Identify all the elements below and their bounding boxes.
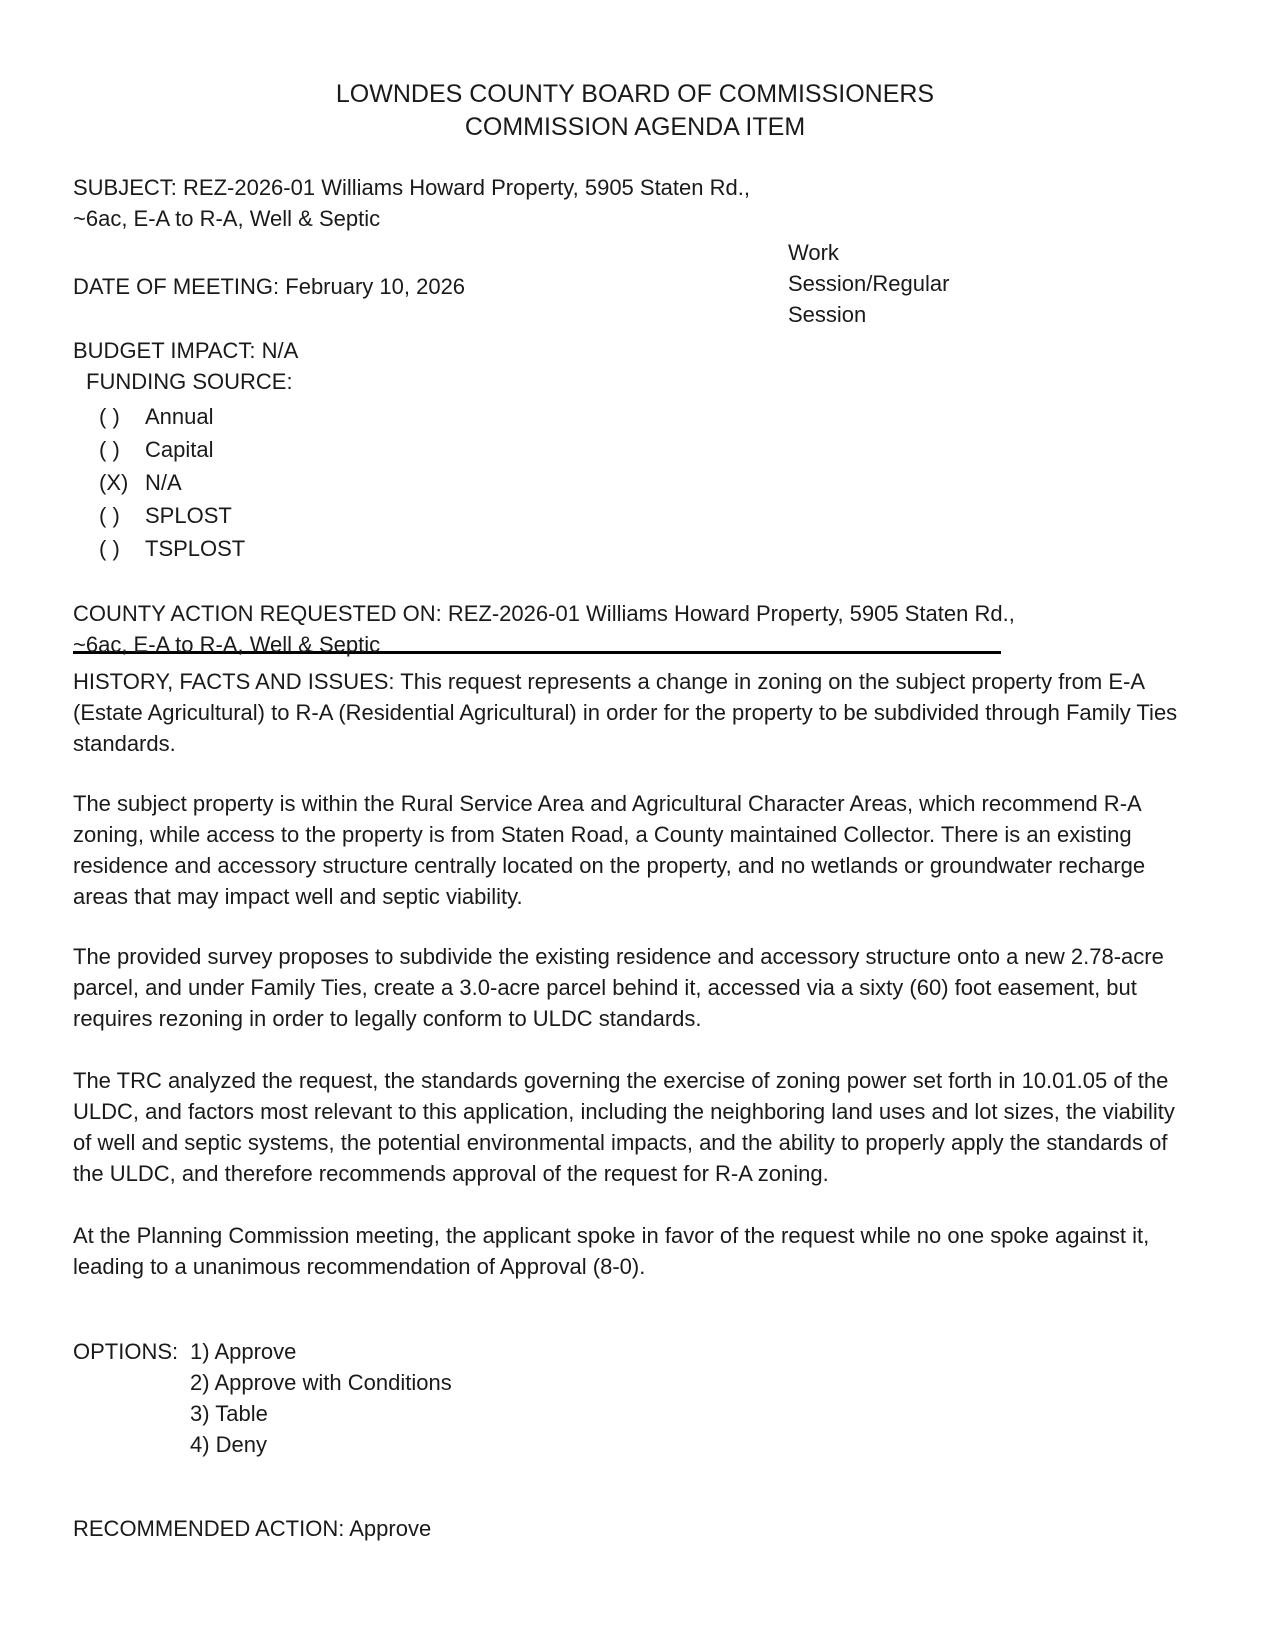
funding-option-annual (99, 400, 1197, 433)
budget-impact: BUDGET IMPACT: N/A (73, 338, 299, 363)
budget-funding-section (73, 335, 1197, 397)
funding-source-label: FUNDING SOURCE: (86, 369, 293, 394)
options-label: OPTIONS: (73, 1339, 179, 1364)
paragraph-subject-property: The subject property is within the Rural Service Area and Agricultural Character Areas, which recommend R-A zoning, while access to the property is from Staten Road, a County maintained Collector. There is an existing residence and accessory structure centrally located on the property, and no wetlands or groundwater recharge areas that may impact well and septic viability. (73, 791, 1146, 909)
document-title-line1: LOWNDES COUNTY BOARD OF COMMISSIONERS (335, 80, 935, 108)
checkbox-capital: ( ) (99, 437, 120, 462)
paragraph-planning-commission: At the Planning Commission meeting, the applicant spoke in favor of the request while no one spoke against it, leading to a unanimous recommendation of Approval (8-0). (73, 1223, 1150, 1279)
funding-option-label: Capital (145, 437, 214, 462)
funding-option-label: Annual (145, 404, 214, 429)
funding-option-label: TSPLOST (145, 536, 246, 561)
checkbox-splost: ( ) (99, 503, 120, 528)
funding-source-list (73, 400, 1197, 565)
recommended-action: RECOMMENDED ACTION: Approve (73, 1516, 432, 1541)
checkbox-annual: ( ) (99, 404, 120, 429)
subject-line: SUBJECT: REZ-2026-01 Williams Howard Property, 5905 Staten Rd., ~6ac, E-A to R-A, Well & Septic (73, 175, 750, 231)
session-type: Work Session/Regular Session (788, 240, 950, 327)
date-of-meeting: DATE OF MEETING: February 10, 2026 (73, 274, 466, 299)
options-section (73, 1336, 1197, 1460)
paragraph-history-facts-issues: HISTORY, FACTS AND ISSUES: This request represents a change in zoning on the subject property from E-A (Estate Agricultural) to R-A (Residential Agricultural) in order for the property to be subdivided through Family Ties standards. (73, 669, 1178, 756)
options-list (190, 1336, 452, 1460)
funding-option-label: SPLOST (145, 503, 232, 528)
checkbox-na-checked: (X) (99, 470, 129, 495)
funding-option-na (99, 466, 1197, 499)
funding-option-tsplost (99, 532, 1197, 565)
funding-option-capital (99, 433, 1197, 466)
checkbox-tsplost: ( ) (99, 536, 120, 561)
document-title-line2: COMMISSION AGENDA ITEM (464, 113, 806, 141)
option-approve-with-conditions: 2) Approve with Conditions (190, 1370, 452, 1395)
funding-option-label: N/A (145, 470, 182, 495)
option-deny: 4) Deny (190, 1432, 268, 1457)
option-table: 3) Table (190, 1401, 268, 1426)
paragraph-trc-analysis: The TRC analyzed the request, the standards governing the exercise of zoning power set forth in 10.01.05 of the ULDC, and factors most relevant to this application, including the neighboring land uses and lot sizes, the viability of well and septic systems, the potential environmental impacts, and the ability to properly apply the standards of the ULDC, and therefore recommends approval of the request for R-A zoning. (73, 1068, 1175, 1186)
paragraph-provided-survey: The provided survey proposes to subdivide the existing residence and accessory structure onto a new 2.78-acre parcel, and under Family Ties, create a 3.0-acre parcel behind it, accessed via a sixty (60) foot easement, but requires rezoning in order to legally conform to ULDC standards. (73, 944, 1164, 1031)
funding-option-splost (99, 499, 1197, 532)
document-title (73, 78, 1197, 144)
option-approve: 1) Approve (190, 1339, 297, 1364)
county-action-section (73, 598, 1197, 657)
county-action-requested: COUNTY ACTION REQUESTED ON: REZ-2026-01 Williams Howard Property, 5905 Staten Rd., ~6ac, E-A to R-A, Well & Septic (73, 601, 1015, 657)
